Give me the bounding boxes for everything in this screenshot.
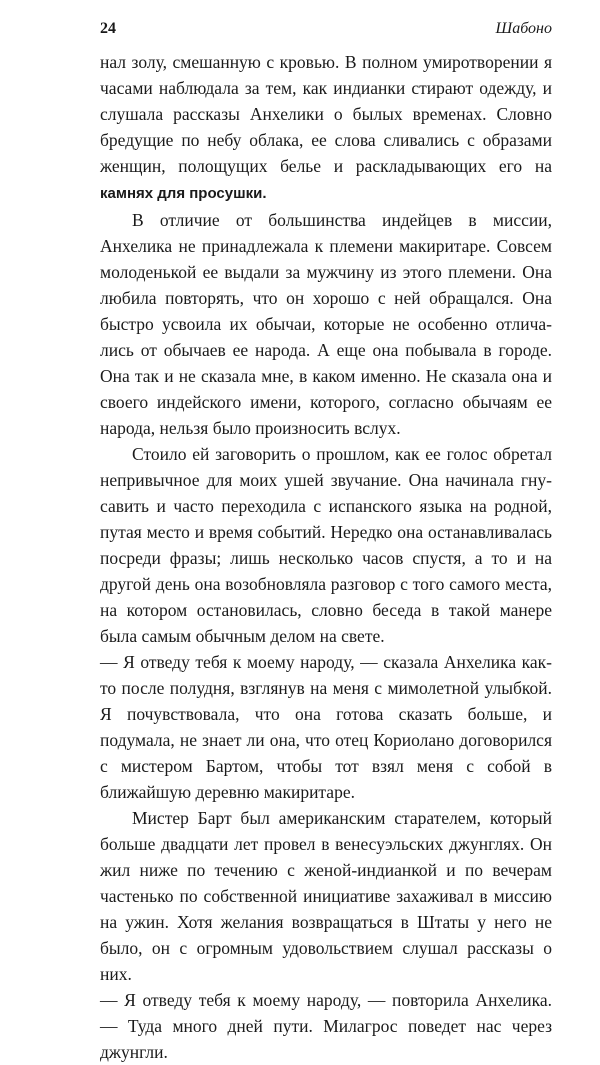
- paragraph-5: Мистер Барт был американским старателем, который больше двадцати лет провел в венесуэльских джунглях. Он жил ниже по течению с женой-индианкой и по вечерам частенько по собственной инициативе захаживал в миссию на ужин. Хотя желания возвращаться в Штаты у него не было, он с огромным удовольствием слушал рассказы о них.: [100, 808, 552, 984]
- paragraph-text: нал золу, смешанную с кровью. В полном умиротворении я часами наблюдала за тем, как индианки стирают одежду, и слушала рассказы Анхелики о былых временах. Словно бредущие по небу облака, ее слова сливались с образами женщин, полощущих белье и раскладывающих его на: [100, 52, 552, 176]
- page-header: [100, 20, 552, 44]
- paragraph-4: — Я отведу тебя к моему народу, — сказала Анхелика как-то после полудня, взглянув на меня с мимолетной улыбкой. Я почувствовала, что она готова сказать больше, и подумала, не знает ли она, что отец Кориолано договорился с мистером Бартом, чтобы тот взял меня с собой в ближайшую деревню макиритаре.: [100, 652, 552, 802]
- paragraph-6: — Я отведу тебя к моему народу, — повторила Анхелика. — Туда много дней пути. Милагрос поведет нас через джунгли.: [100, 990, 552, 1062]
- body-text: [100, 49, 552, 1065]
- page-number: 24: [100, 20, 116, 37]
- paragraph-3: Стоило ей заговорить о прошлом, как ее голос обретал непривычное для моих ушей звучание. Она начинала гнусавить и часто переходила с испанского языка на родной, путая место и время событий. Нередко она останавливалась посреди фразы; лишь несколько часов спустя, а то и на другой день она возобновляла разговор с того самого места, на котором остановилась, словно беседа в такой манере была самым обычным делом на свете.: [100, 444, 552, 646]
- paragraph-2: В отличие от большинства индейцев в миссии, Анхелика не принадлежала к племени макиритаре. Совсем молоденькой ее выдали за мужчину из этого племени. Она любила повторять, что он хорошо с ней обращался. Она быстро усвоила их обычаи, которые не особенно отличались от обычаев ее народа. А еще она побывала в городе. Она так и не сказала мне, в каком именно. Не сказала она и своего индейского имени, которого, согласно обычаям ее народа, нельзя было произносить вслух.: [100, 210, 552, 438]
- running-head: Шабоно: [495, 20, 552, 37]
- paragraph-1: [100, 49, 552, 207]
- bold-text-run: камнях для просушки.: [100, 185, 267, 202]
